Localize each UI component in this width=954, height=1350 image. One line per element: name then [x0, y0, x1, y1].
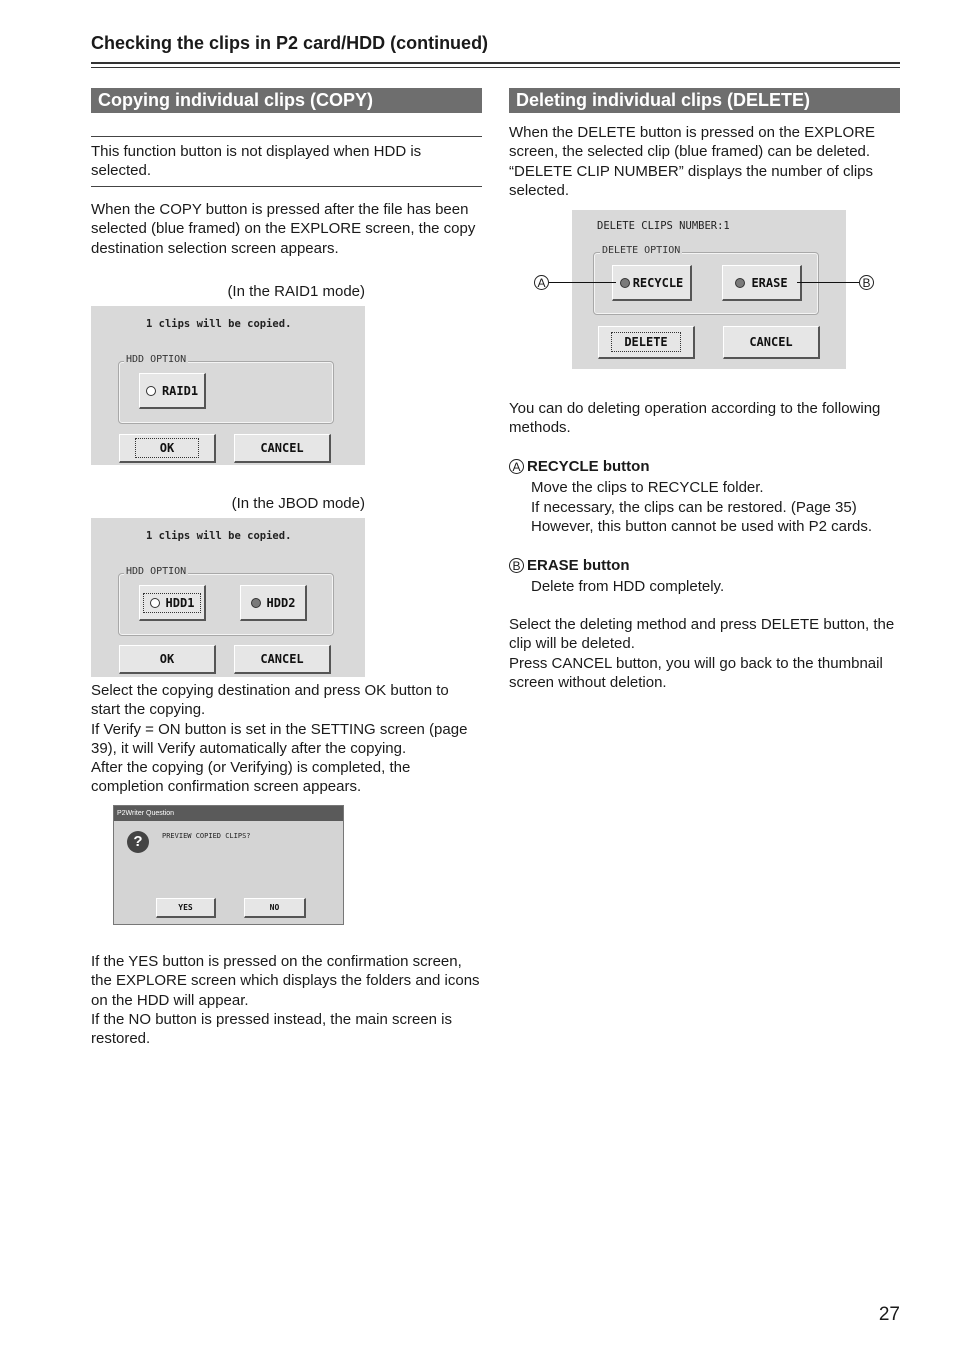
erase-line-1: Delete from HDD completely.	[531, 578, 725, 596]
page-number: 27	[878, 1304, 900, 1325]
raid-ok-button[interactable]	[119, 434, 216, 463]
erase-label: ERASE	[751, 275, 788, 290]
copy-note: This function button is not displayed when HDD is selected.	[91, 143, 422, 180]
raid1-option[interactable]	[139, 373, 206, 409]
erase-marker: B	[509, 558, 524, 573]
jbod-ok-label: OK	[159, 652, 175, 666]
header-rule	[91, 62, 900, 64]
note-rule-top	[91, 136, 482, 137]
hdd1-radio-icon	[150, 598, 160, 608]
raid-cancel-button[interactable]	[234, 434, 331, 463]
jbod-dialog-message: 1 clips will be copied.	[146, 530, 292, 542]
delete-cancel-button[interactable]	[723, 326, 820, 359]
erase-radio-icon	[735, 278, 745, 288]
note-rule-bottom	[91, 186, 482, 187]
jbod-copy-dialog	[91, 518, 365, 677]
delete-option-label: DELETE OPTION	[602, 245, 681, 256]
raid-copy-dialog	[91, 306, 365, 465]
yes-button[interactable]	[156, 898, 216, 918]
copy-section-title: Copying individual clips (COPY)	[91, 88, 482, 113]
raid1-radio-icon	[146, 386, 156, 396]
jbod-hdd-option-label: HDD OPTION	[126, 566, 187, 577]
yes-label: YES	[178, 903, 193, 912]
erase-option[interactable]	[722, 265, 802, 301]
delete-dialog	[572, 210, 846, 369]
delete-intro: When the DELETE button is pressed on the EXPLORE screen, the selected clip (blue framed) can be deleted. “DELETE CLIP NUMBER” displays the number of clips selected.	[509, 124, 876, 199]
callout-a-marker: A	[534, 275, 549, 290]
confirm-info	[91, 952, 482, 1048]
raid1-label: RAID1	[161, 383, 199, 398]
recycle-marker: A	[509, 459, 524, 474]
recycle-label: RECYCLE	[632, 275, 684, 290]
jbod-ok-button[interactable]	[119, 645, 216, 674]
raid-dialog-message: 1 clips will be copied.	[146, 318, 292, 330]
jbod-cancel-button[interactable]	[234, 645, 331, 674]
hdd2-label: HDD2	[266, 595, 296, 610]
delete-closing-2: Press CANCEL button, you will go back to the thumbnail screen without deletion.	[509, 654, 883, 691]
confirm-yes-text: If the YES button is pressed on the confirmation screen, the EXPLORE screen which displays the folders and icons on the HDD will appear.	[91, 953, 480, 1009]
copy-step-3: After the copying (or Verifying) is completed, the completion confirmation screen appears.	[91, 759, 411, 796]
jbod-caption: (In the JBOD mode)	[231, 495, 365, 512]
erase-description	[509, 556, 900, 597]
no-label: NO	[269, 903, 280, 912]
delete-cancel-label: CANCEL	[749, 335, 793, 349]
hdd2-radio-icon	[251, 598, 261, 608]
recycle-description	[509, 457, 904, 536]
raid-cancel-label: CANCEL	[260, 441, 304, 455]
preview-question-dialog	[113, 805, 344, 925]
delete-label: DELETE	[611, 332, 680, 352]
raid-hdd-option-label: HDD OPTION	[126, 354, 187, 365]
copy-after-dialogs	[91, 681, 482, 797]
raid-ok-label: OK	[135, 438, 199, 458]
recycle-line-1: Move the clips to RECYCLE folder.	[531, 479, 764, 497]
callout-b-marker: B	[859, 275, 874, 290]
delete-closing	[509, 615, 900, 692]
raid-caption: (In the RAID1 mode)	[227, 283, 365, 300]
hdd1-label: HDD1	[165, 595, 195, 610]
copy-step-2: If Verify = ON button is set in the SETTING screen (page 39), it will Verify automatically after the copying.	[91, 720, 468, 757]
delete-section-title: Deleting individual clips (DELETE)	[509, 88, 900, 113]
question-message: PREVIEW COPIED CLIPS?	[162, 832, 251, 840]
copy-intro: When the COPY button is pressed after the file has been selected (blue framed) on the EXPLORE screen, the copy destination selection screen appears.	[91, 201, 476, 257]
callout-b-line	[797, 282, 859, 283]
question-dialog-titlebar: P2Writer Question	[114, 806, 343, 821]
delete-button[interactable]	[598, 326, 695, 359]
methods-intro: You can do deleting operation according to the following methods.	[509, 400, 881, 437]
no-button[interactable]	[244, 898, 306, 918]
delete-dialog-message: DELETE CLIPS NUMBER:1	[597, 220, 730, 232]
copy-step-1: Select the copying destination and press OK button to start the copying.	[91, 682, 449, 719]
recycle-radio-icon	[620, 278, 630, 288]
recycle-title: RECYCLE button	[527, 458, 650, 475]
jbod-cancel-label: CANCEL	[260, 652, 304, 666]
header-rule-thin	[91, 67, 900, 68]
delete-closing-1: Select the deleting method and press DELETE button, the clip will be deleted.	[509, 616, 895, 653]
confirm-no-text: If the NO button is pressed instead, the main screen is restored.	[91, 1010, 453, 1048]
callout-a-line	[549, 282, 616, 283]
recycle-line-3: However, this button cannot be used with P2 cards.	[531, 517, 873, 535]
question-icon: ?	[127, 831, 149, 853]
erase-title: ERASE button	[527, 557, 630, 574]
recycle-option[interactable]	[612, 265, 692, 301]
recycle-line-2: If necessary, the clips can be restored. (Page 35)	[531, 498, 857, 516]
page-header-title: Checking the clips in P2 card/HDD (continued)	[91, 33, 489, 53]
hdd2-option[interactable]	[240, 585, 307, 621]
hdd1-option[interactable]	[139, 585, 206, 621]
